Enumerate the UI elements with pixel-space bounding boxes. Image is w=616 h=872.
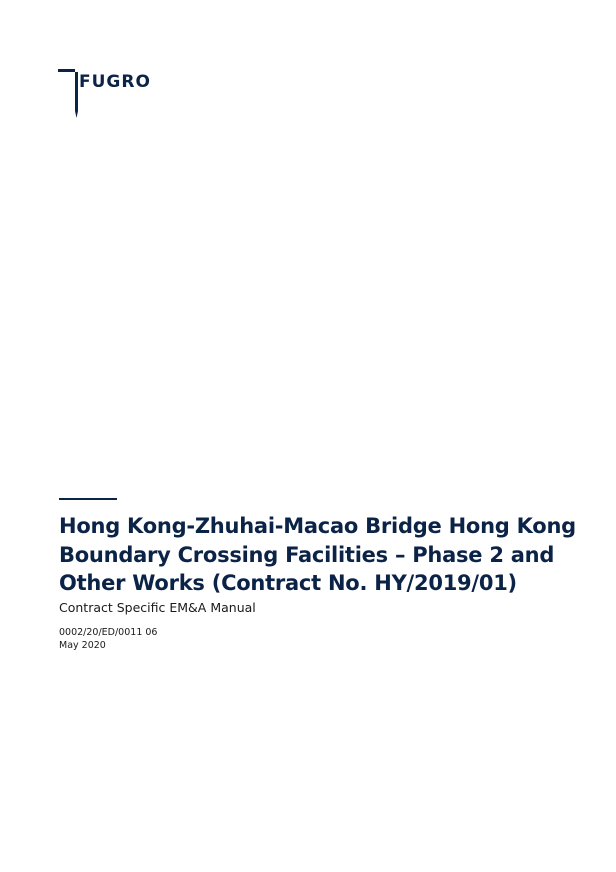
fugro-logo-icon <box>58 66 188 124</box>
document-title: Hong Kong-Zhuhai-Macao Bridge Hong Kong Boundary Crossing Facilities – Phase 2 and Other Works (Contract No. HY/2019/01) <box>59 514 576 595</box>
document-subtitle: Contract Specific EM&A Manual <box>59 599 256 615</box>
logo-wordmark: FUGRO <box>79 72 151 92</box>
document-reference: 0002/20/ED/0011 06 <box>59 626 158 638</box>
title-rule <box>59 498 117 500</box>
fugro-logo <box>58 66 188 124</box>
title-block <box>59 498 579 652</box>
document-date: May 2020 <box>59 639 106 651</box>
document-meta <box>59 626 579 652</box>
